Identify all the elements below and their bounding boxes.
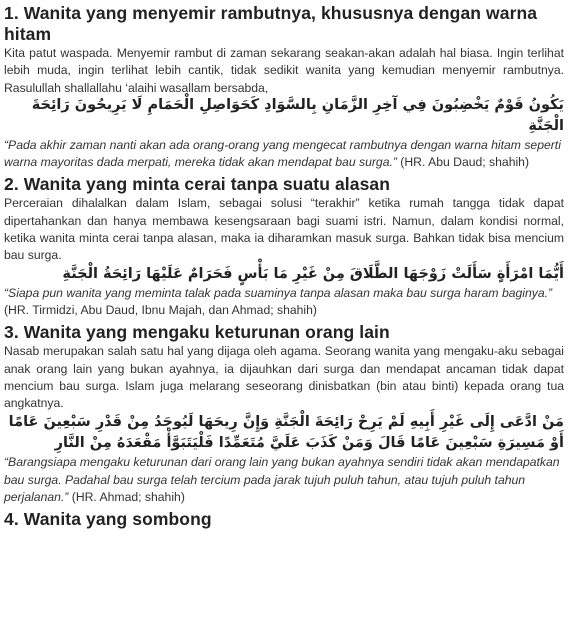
section-1-quote-text: “Pada akhir zaman nanti akan ada orang-orang yang mengecat rambutnya dengan warna hitam seperti warna mayoritas dada merpati, mereka tidak akan mendapat bau surga.” — [4, 137, 561, 170]
section-4 — [4, 509, 564, 530]
section-3-hadith-arabic: مَنْ ادَّعَى إِلَى غَيْرِ أَبِيهِ لَمْ يَرِحْ رَائِحَةَ الْجَنَّةِ وَإِنَّ رِيحَهَا لَيُوجَدُ مِنْ قَدْرِ سَبْعِينَ عَامًا أَوْ مَسِيرَةِ سَبْعِينَ عَامًا قَالَ وَمَنْ كَذَبَ عَلَيَّ مُتَعَمِّدًا فَلْيَتَبَوَّأْ مَقْعَدَهُ مِنْ النَّارِ — [8, 414, 564, 452]
section-1-title: 1. Wanita yang menyemir rambutnya, khususnya dengan warna hitam — [4, 3, 538, 44]
section-3-translation — [4, 454, 564, 506]
section-2-quote-text: “Siapa pun wanita yang meminta talak pada suaminya tanpa alasan maka bau surga haram baginya.” — [4, 285, 553, 300]
section-1-translation — [4, 137, 564, 172]
section-1-source: (HR. Abu Daud; shahih) — [396, 155, 530, 170]
section-2 — [4, 174, 564, 319]
section-2-body: Perceraian dihalalkan dalam Islam, sebagai solusi “terakhir” ketika rumah tangga tidak dapat dipertahankan dan hanya membawa kesengsaraan bagi suami istri. Namun, dalam kondisi normal, ketika wanita minta cerai tanpa alasan, maka ia diharamkan masuk surga. Bahkan tidak bisa mencium bau surga. — [4, 196, 564, 263]
section-3-body: Nasab merupakan salah satu hal yang dijaga oleh agama. Seorang wanita yang mengaku-aku sebagai anak orang lain yang bukan ayahnya, ia dijauhkan dari surga dan mendapat ancaman tidak dapat mencium bau surga. Islam juga melarang seseorang dinisbatkan (bin atau binti) kepada orang tua angkatnya. — [4, 344, 564, 411]
section-2-source: (HR. Tirmidzi, Abu Daud, Ibnu Majah, dan Ahmad; shahih) — [4, 302, 317, 317]
section-3 — [4, 322, 564, 506]
section-3-quote-text: “Barangsiapa mengaku keturunan dari orang lain yang bukan ayahnya sendiri tidak akan mendapatkan bau surga. Padahal bau surga telah tercium pada jarak tujuh puluh tahun, atau tujuh puluh tahun perjalanan.” — [4, 455, 560, 505]
section-1 — [4, 0, 564, 171]
section-1-hadith-arabic: يَكُونُ قَوْمٌ يَخْضِبُونَ فِي آخِرِ الزَّمَانِ بِالسَّوَادِ كَحَوَاصِلِ الْحَمَامِ لَا يَرِيحُونَ رَائِحَةَ الْجَنَّةِ — [31, 96, 564, 134]
section-2-title: 2. Wanita yang minta cerai tanpa suatu alasan — [4, 174, 391, 195]
section-3-title: 3. Wanita yang mengaku keturunan orang lain — [4, 322, 390, 343]
section-2-hadith-arabic: أَيُّمَا امْرَأَةٍ سَأَلَتْ زَوْجَهَا الطَّلَاقَ مِنْ غَيْرِ مَا بَأْسٍ فَحَرَامٌ عَلَيْهَا رَائِحَةُ الْجَنَّةِ — [62, 265, 564, 282]
section-1-body: Kita patut waspada. Menyemir rambut di zaman sekarang seakan-akan adalah hal biasa. Ingin terlihat lebih muda, ingin terlihat lebih cantik, tidak sedikit wanita yang kemudian menyemir rambutnya. Rasulullah shallallahu ‘alaihi wasallam bersabda, — [4, 46, 564, 95]
section-2-translation — [4, 285, 564, 320]
section-3-source: (HR. Ahmad; shahih) — [68, 490, 185, 505]
section-4-title: 4. Wanita yang sombong — [4, 509, 212, 530]
